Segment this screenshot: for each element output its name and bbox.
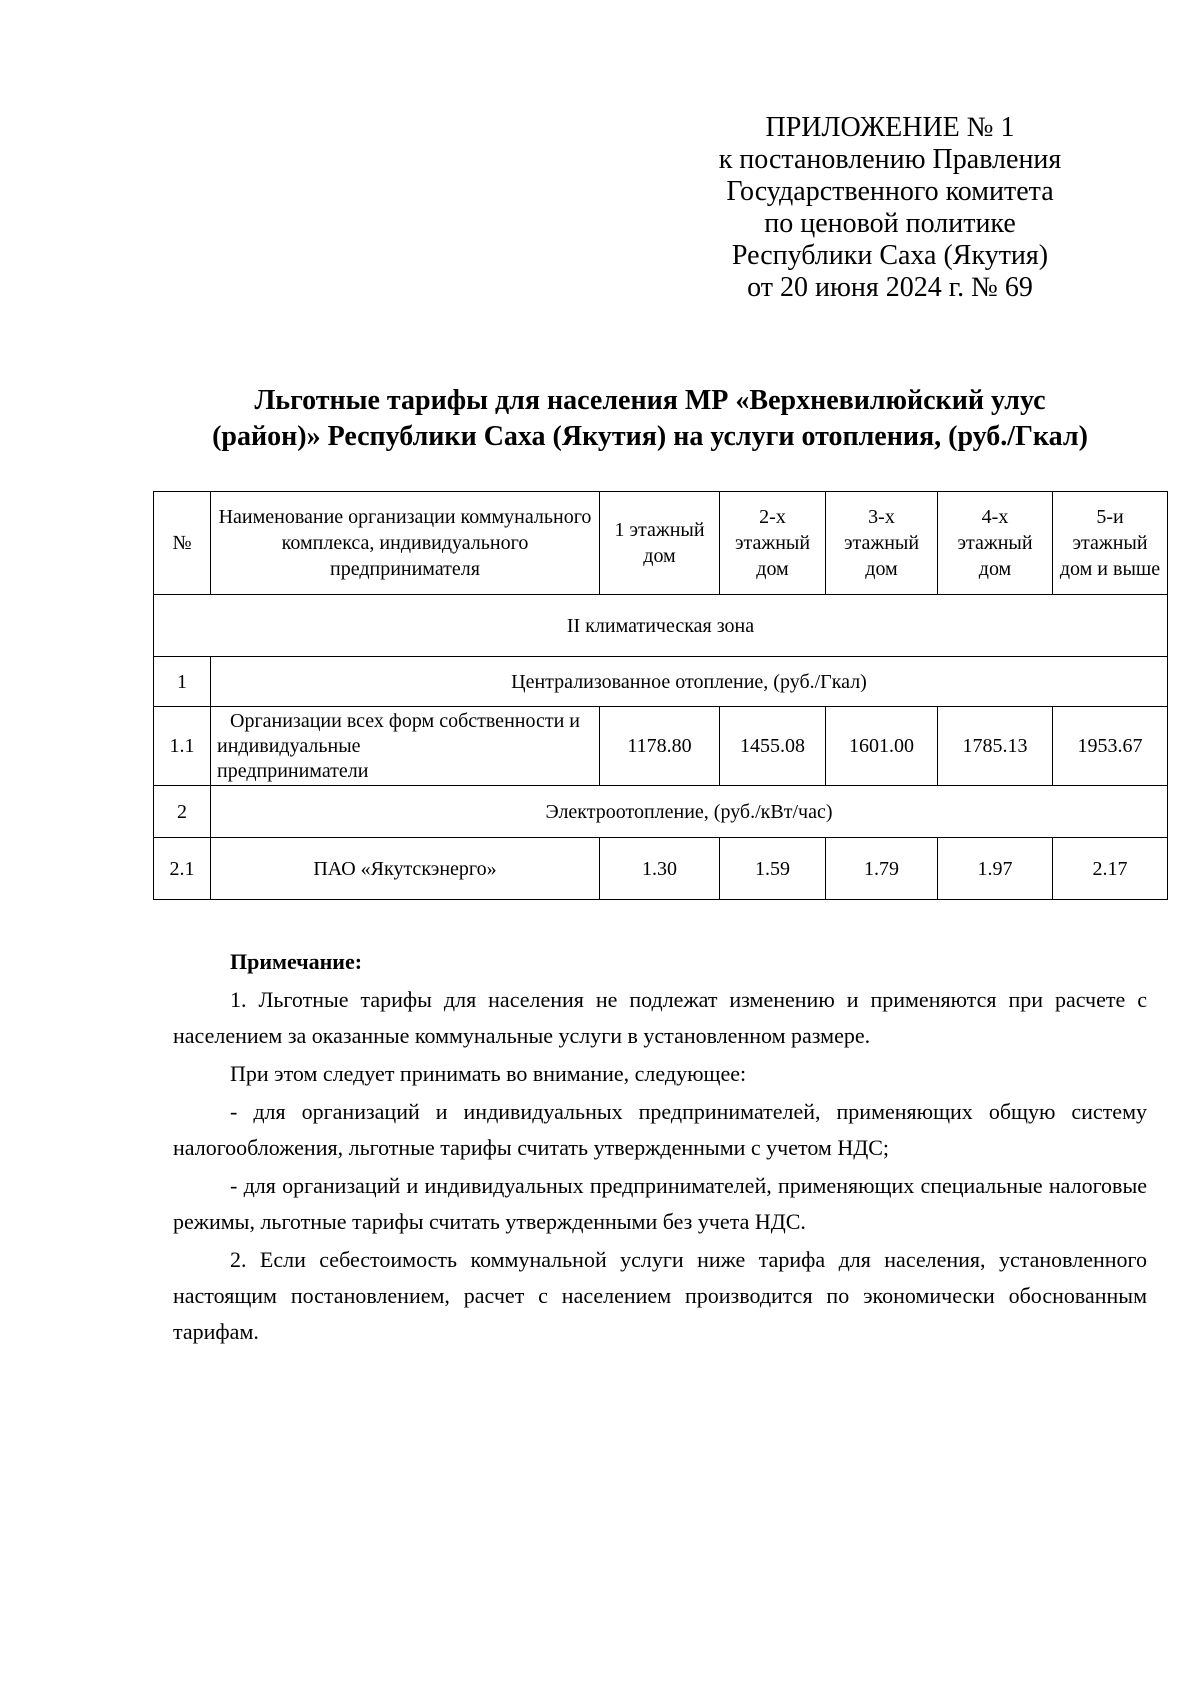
- tariff-value: 1178.80: [600, 707, 720, 786]
- header-2-floor: 2-х этажный дом: [720, 492, 826, 595]
- note-paragraph: 1. Льготные тарифы для населения не подлежат изменению и применяются при расчете с населением за оказанные коммунальные услуги в установленном размере.: [173, 987, 1147, 1048]
- document-title: [150, 383, 1150, 455]
- tariff-value: 1455.08: [720, 707, 826, 786]
- note-paragraph: При этом следует принимать во внимание, следующее:: [230, 1061, 747, 1086]
- header-number: №: [154, 492, 211, 595]
- tariff-value: 2.17: [1053, 838, 1168, 900]
- header-organization-name: Наименование организации коммунального комплекса, индивидуального предпринимателя: [211, 492, 600, 595]
- tariff-value: 1.59: [720, 838, 826, 900]
- tariff-value: 1785.13: [938, 707, 1053, 786]
- title-line: (район)» Республики Саха (Якутия) на услуги отопления, (руб./Гкал): [212, 421, 1088, 452]
- header-4-floor: 4-х этажный дом: [938, 492, 1053, 595]
- table-row: [154, 657, 1168, 707]
- organization-name-part: предприниматели: [217, 759, 369, 782]
- appendix-line: по ценовой политике: [764, 208, 1016, 239]
- row-number: 2.1: [154, 838, 211, 900]
- tariff-table: [153, 491, 1168, 900]
- section-name: Централизованное отопление, (руб./Гкал): [211, 657, 1168, 707]
- tariff-value: 1.30: [600, 838, 720, 900]
- notes-section: [173, 944, 1147, 1352]
- notes-heading: Примечание:: [230, 949, 363, 974]
- note-paragraph: - для организаций и индивидуальных предпринимателей, применяющих общую систему налогообложения, льготные тарифы считать утвержденными с учетом НДС;: [173, 1099, 1147, 1160]
- organization-name-part: Организации всех форм собственности и индивидуальные: [217, 709, 580, 757]
- table-row: [154, 838, 1168, 900]
- table-row: [154, 786, 1168, 838]
- tariff-value: 1.97: [938, 838, 1053, 900]
- appendix-line: ПРИЛОЖЕНИЕ № 1: [765, 112, 1015, 143]
- appendix-header: [700, 112, 1080, 304]
- table-row: [154, 707, 1168, 786]
- appendix-line: от 20 июня 2024 г. № 69: [747, 272, 1033, 303]
- note-paragraph: - для организаций и индивидуальных предпринимателей, применяющих специальные налоговые режимы, льготные тарифы считать утвержденными без учета НДС.: [173, 1173, 1147, 1234]
- table-row-zone: [154, 595, 1168, 657]
- row-number: 1.1: [154, 707, 211, 786]
- table-header-row: [154, 492, 1168, 595]
- tariff-value: 1953.67: [1053, 707, 1168, 786]
- section-name: Электроотопление, (руб./кВт/час): [211, 786, 1168, 838]
- appendix-line: Государственного комитета: [726, 176, 1054, 207]
- row-number: 2: [154, 786, 211, 838]
- header-3-floor: 3-х этажный дом: [826, 492, 938, 595]
- header-5-floor: 5-и этажный дом и выше: [1053, 492, 1168, 595]
- tariff-value: 1601.00: [826, 707, 938, 786]
- row-number: 1: [154, 657, 211, 707]
- climate-zone-cell: II климатическая зона: [154, 595, 1168, 657]
- appendix-line: к постановлению Правления: [718, 144, 1062, 175]
- organization-name: [211, 707, 600, 786]
- appendix-line: Республики Саха (Якутия): [731, 240, 1049, 271]
- title-line: Льготные тарифы для населения МР «Верхневилюйский улус: [254, 385, 1046, 416]
- organization-name: ПАО «Якутскэнерго»: [211, 838, 600, 900]
- tariff-value: 1.79: [826, 838, 938, 900]
- note-paragraph: 2. Если себестоимость коммунальной услуги ниже тарифа для населения, установленного настоящим постановлением, расчет с населением производится по экономически обоснованным тарифам.: [173, 1247, 1147, 1344]
- header-1-floor: 1 этажный дом: [600, 492, 720, 595]
